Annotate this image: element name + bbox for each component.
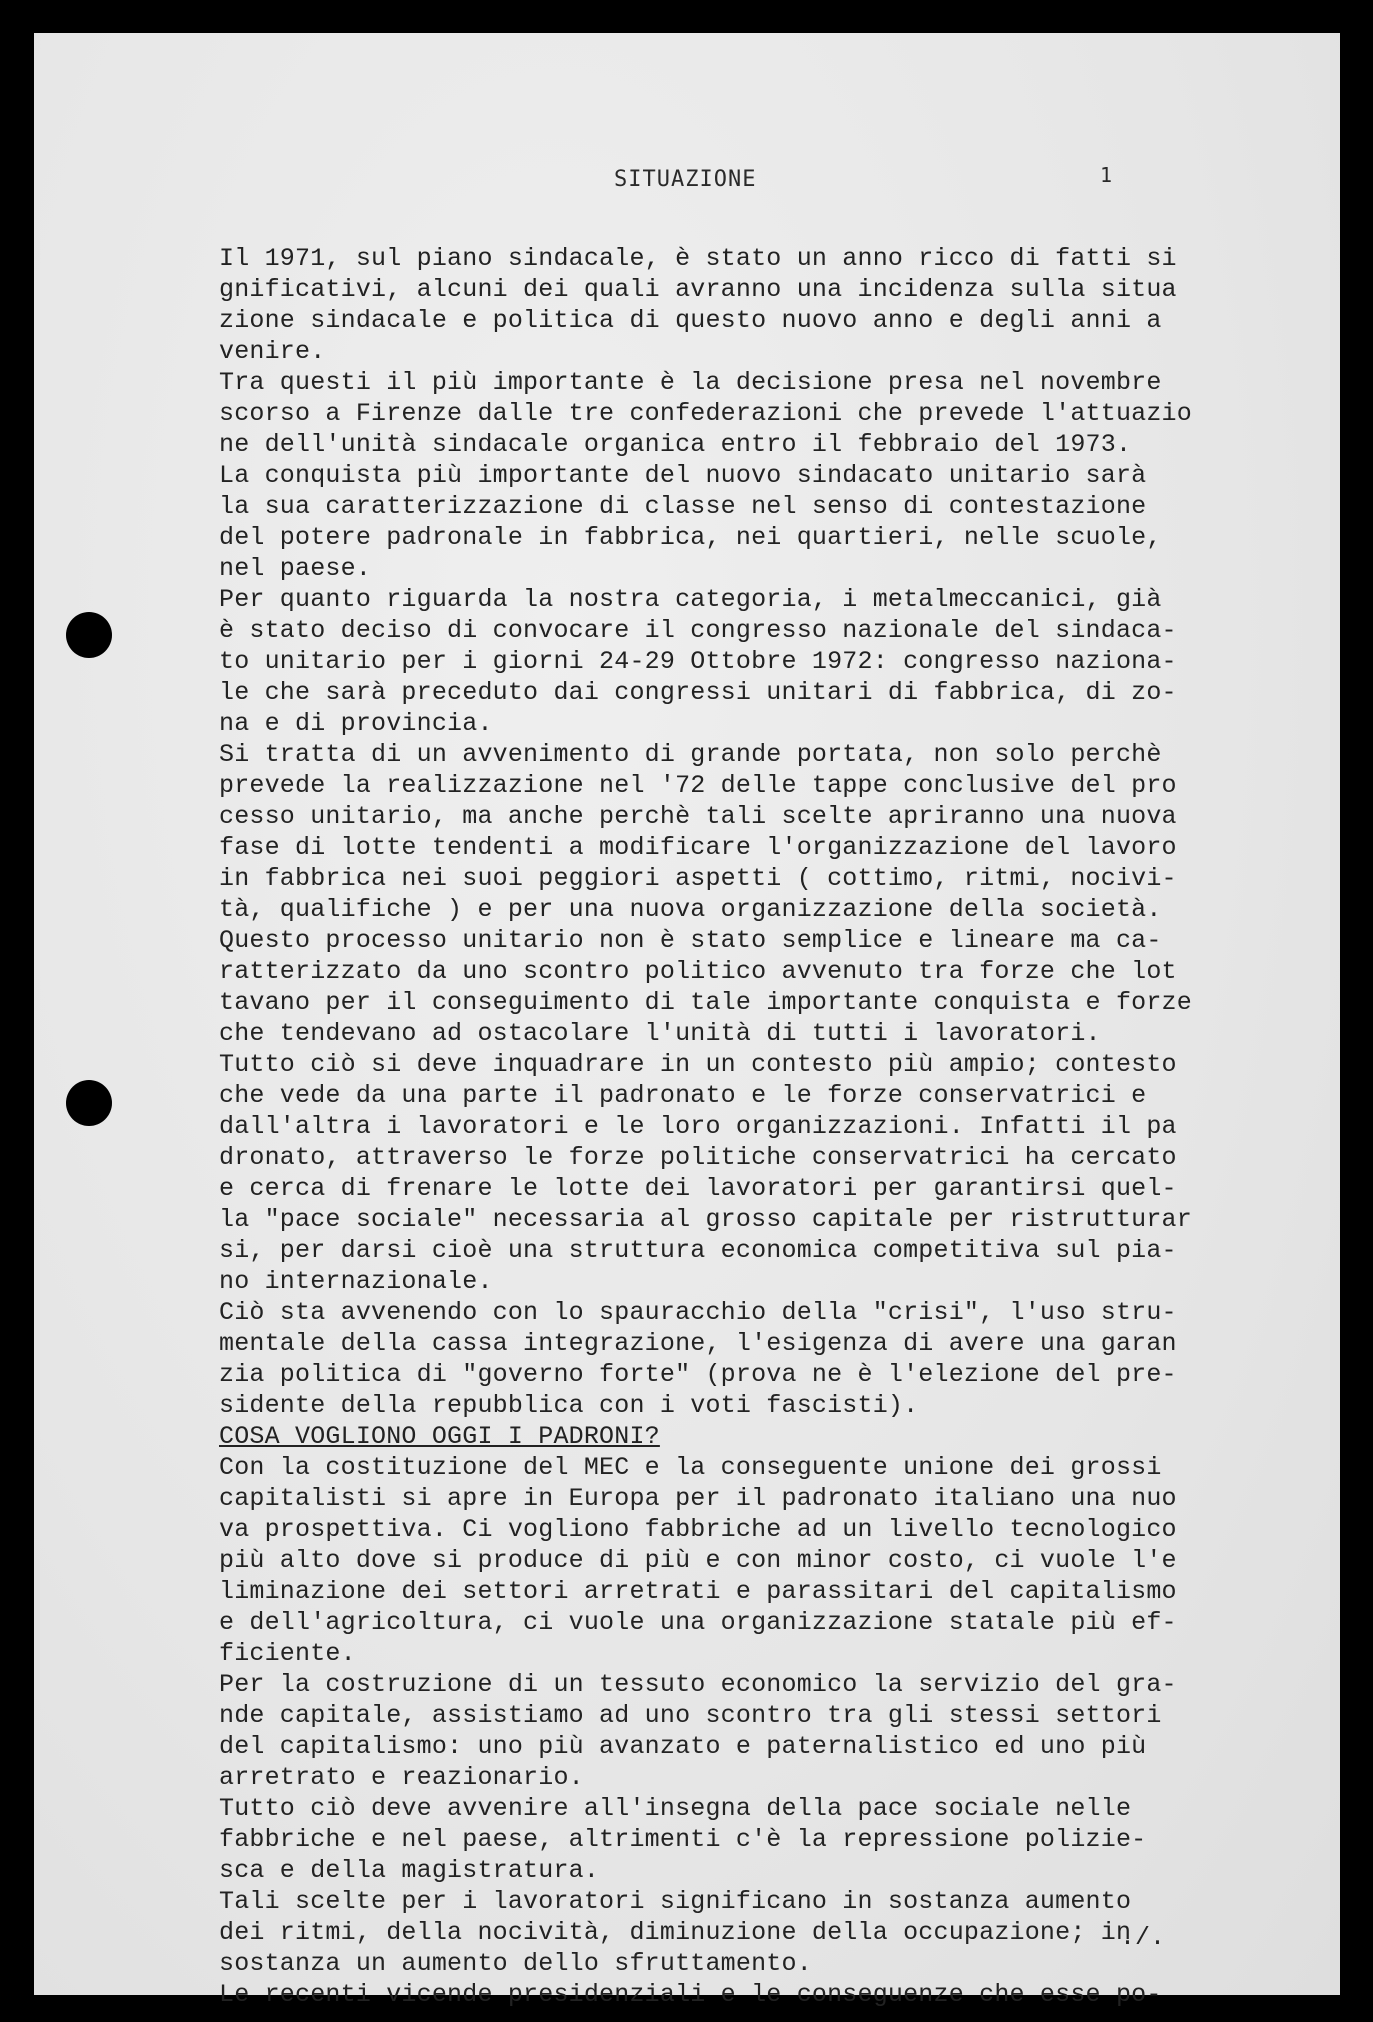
text-line: no internazionale. [219,1267,493,1296]
text-line: La conquista più importante del nuovo sindacato unitario sarà [219,461,1147,490]
text-line: sostanza un aumento dello sfruttamento. [219,1949,812,1978]
text-line: Tutto ciò si deve inquadrare in un contesto più ampio; contesto [219,1050,1177,1079]
text-line: è stato deciso di convocare il congresso nazionale del sindaca- [219,616,1177,645]
text-line: più alto dove si produce di più e con minor costo, ci vuole l'e [219,1546,1177,1575]
text-line: dei ritmi, della nocività, diminuzione della occupazione; in [219,1918,1132,1947]
text-line: Tali scelte per i lavoratori significano in sostanza aumento [219,1887,1132,1916]
text-line: fase di lotte tendenti a modificare l'organizzazione del lavoro [219,833,1177,862]
punch-hole-top [66,612,112,658]
text-line: na e di provincia. [219,709,493,738]
text-line: Ciò sta avvenendo con lo spauracchio della "crisi", l'uso stru- [219,1298,1177,1327]
document-page [34,33,1340,2009]
text-line: nde capitale, assistiamo ad uno scontro tra gli stessi settori [219,1701,1162,1730]
text-line: sidente della repubblica con i voti fascisti). [219,1391,919,1420]
text-line: arretrato e reazionario. [219,1763,584,1792]
text-line: gnificativi, alcuni dei quali avranno una incidenza sulla situa [219,275,1177,304]
text-line: in fabbrica nei suoi peggiori aspetti ( cottimo, ritmi, nocivi- [219,864,1177,893]
text-line: si, per darsi cioè una struttura economica competitiva sul pia- [219,1236,1177,1265]
text-line: cesso unitario, ma anche perchè tali scelte apriranno una nuova [219,802,1177,831]
text-line: tà, qualifiche ) e per una nuova organizzazione della società. [219,895,1162,924]
text-line: zione sindacale e politica di questo nuovo anno e degli anni a [219,306,1162,335]
page-number: 1 [1100,163,1113,187]
text-line: to unitario per i giorni 24-29 Ottobre 1972: congresso naziona- [219,647,1177,676]
text-line: Si tratta di un avvenimento di grande portata, non solo perchè [219,740,1162,769]
continuation-mark: ./. [1120,1923,1166,1952]
text-line: sca e della magistratura. [219,1856,600,1885]
text-line: la "pace sociale" necessaria al grosso capitale per ristrutturar [219,1205,1192,1234]
text-line: Per la costruzione di un tessuto economico la servizio del gra- [219,1670,1177,1699]
text-line: capitalisti si apre in Europa per il padronato italiano una nuo [219,1484,1177,1513]
text-line: ne dell'unità sindacale organica entro il febbraio del 1973. [219,430,1132,459]
text-line: Le recenti vicende presidenziali e le conseguenze che esse po- [219,1980,1162,2009]
text-line: liminazione dei settori arretrati e parassitari del capitalismo [219,1577,1177,1606]
text-line: Il 1971, sul piano sindacale, è stato un anno ricco di fatti si [219,244,1177,273]
text-line: mentale della cassa integrazione, l'esigenza di avere una garan [219,1329,1177,1358]
section-heading: COSA VOGLIONO OGGI I PADRONI? [219,1422,660,1451]
text-line: e dell'agricoltura, ci vuole una organizzazione statale più ef- [219,1608,1177,1637]
text-line: ratterizzato da uno scontro politico avvenuto tra forze che lot [219,957,1177,986]
text-line: Per quanto riguarda la nostra categoria, i metalmeccanici, già [219,585,1162,614]
document-body [219,243,1229,2010]
text-line: che vede da una parte il padronato e le forze conservatrici e [219,1081,1147,1110]
text-line: Tra questi il più importante è la decisione presa nel novembre [219,368,1162,397]
text-line: scorso a Firenze dalle tre confederazioni che prevede l'attuazio [219,399,1192,428]
text-line: venire. [219,337,326,366]
text-line: le che sarà preceduto dai congressi unitari di fabbrica, di zo- [219,678,1177,707]
text-line: del potere padronale in fabbrica, nei quartieri, nelle scuole, [219,523,1162,552]
text-line: che tendevano ad ostacolare l'unità di tutti i lavoratori. [219,1019,1101,1048]
text-line: del capitalismo: uno più avanzato e paternalistico ed uno più [219,1732,1147,1761]
text-line: e cerca di frenare le lotte dei lavoratori per garantirsi quel- [219,1174,1177,1203]
text-line: zia politica di "governo forte" (prova ne è l'elezione del pre- [219,1360,1177,1389]
text-line: va prospettiva. Ci vogliono fabbriche ad un livello tecnologico [219,1515,1177,1544]
text-line: nel paese. [219,554,372,583]
text-line: tavano per il conseguimento di tale importante conquista e forze [219,988,1192,1017]
text-line: ficiente. [219,1639,356,1668]
text-line: la sua caratterizzazione di classe nel senso di contestazione [219,492,1147,521]
text-line: fabbriche e nel paese, altrimenti c'è la repressione polizie- [219,1825,1147,1854]
punch-hole-bottom [66,1080,112,1126]
text-line: prevede la realizzazione nel '72 delle tappe conclusive del pro [219,771,1177,800]
text-line: Tutto ciò deve avvenire all'insegna della pace sociale nelle [219,1794,1132,1823]
text-line: dronato, attraverso le forze politiche conservatrici ha cercato [219,1143,1177,1172]
text-line: Questo processo unitario non è stato semplice e lineare ma ca- [219,926,1162,955]
page-title: SITUAZIONE [614,167,757,192]
text-line: Con la costituzione del MEC e la conseguente unione dei grossi [219,1453,1162,1482]
text-line: dall'altra i lavoratori e le loro organizzazioni. Infatti il pa [219,1112,1177,1141]
